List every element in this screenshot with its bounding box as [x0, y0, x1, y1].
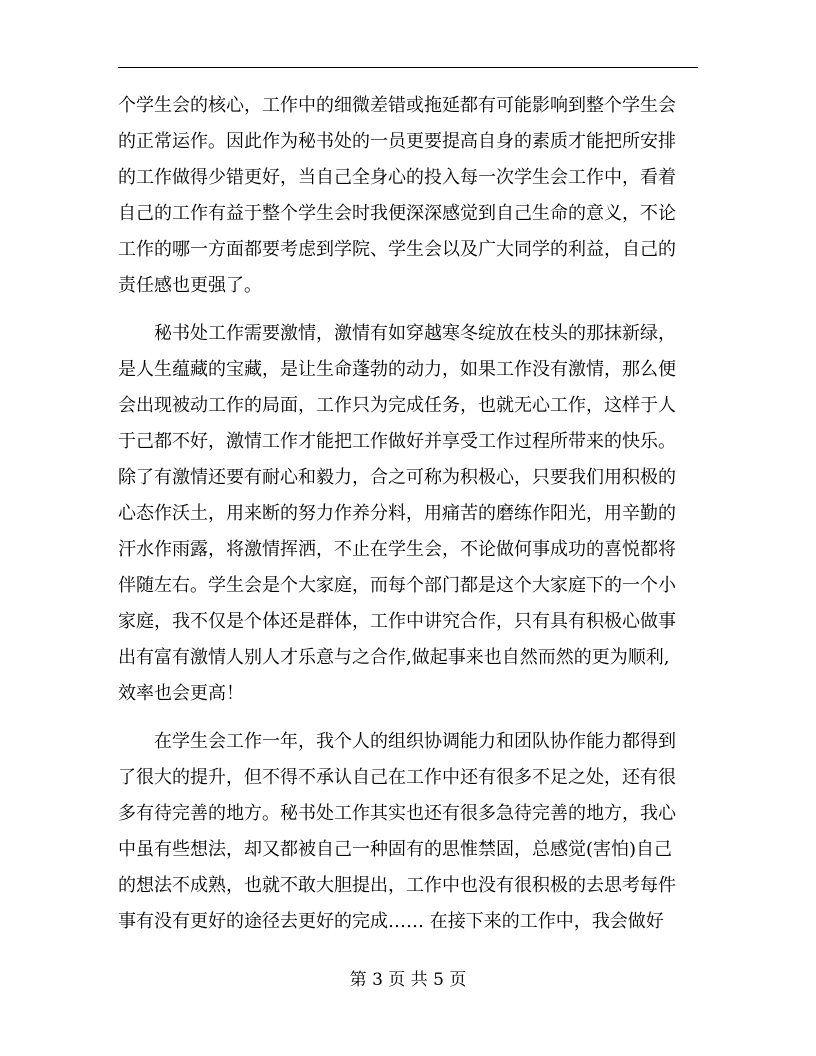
document-body	[118, 88, 698, 940]
text-line: 的工作做得少错更好，当自己全身心的投入每一次学生会工作中，看着	[118, 167, 676, 188]
text-line: 在学生会工作一年，我个人的组织协调能力和团队协作能力都得到	[154, 731, 676, 752]
text-line: 伴随左右。学生会是个大家庭，而每个部门都是这个大家庭下的一个小	[118, 575, 676, 596]
paragraph-2	[118, 316, 698, 712]
text-line: 除了有激情还要有耐心和毅力，合之可称为积极心，只要我们用积极的	[118, 467, 676, 488]
text-line: 责任感也更强了。	[118, 275, 262, 296]
text-line: 效率也会更高！	[118, 683, 244, 704]
header-rule	[118, 67, 698, 68]
text-line: 了很大的提升，但不得不承认自己在工作中还有很多不足之处，还有很	[118, 767, 676, 788]
paragraph-gap	[118, 304, 698, 316]
text-line: 工作的哪一方面都要考虑到学院、学生会以及广大同学的利益，自己的	[118, 239, 676, 260]
text-line: 于己都不好，激情工作才能把工作做好并享受工作过程所带来的快乐。	[118, 431, 676, 452]
text-line: 中虽有些想法，却又都被自己一种固有的思惟禁固，总感觉(害怕)自己	[118, 839, 673, 860]
text-line: 出有富有激情人别人才乐意与之合作,做起事来也自然而然的更为顺利,	[118, 647, 670, 668]
paragraph-gap	[118, 712, 698, 724]
text-line: 的正常运作。因此作为秘书处的一员更要提高自身的素质才能把所安排	[118, 131, 676, 152]
paragraph-3	[118, 724, 698, 940]
text-line: 秘书处工作需要激情，激情有如穿越寒冬绽放在枝头的那抹新绿，	[154, 323, 676, 344]
page-number-label: 第 3 页 共 5 页	[349, 970, 467, 990]
page-footer	[0, 968, 816, 992]
text-line: 事有没有更好的途径去更好的完成…… 在接下来的工作中，我会做好	[118, 911, 664, 932]
text-line: 的想法不成熟，也就不敢大胆提出，工作中也没有很积极的去思考每件	[118, 875, 676, 896]
text-line: 多有待完善的地方。秘书处工作其实也还有很多急待完善的地方，我心	[118, 803, 676, 824]
text-line: 个学生会的核心，工作中的细微差错或拖延都有可能影响到整个学生会	[118, 95, 676, 116]
text-line: 家庭，我不仅是个体还是群体，工作中讲究合作，只有具有积极心做事	[118, 611, 676, 632]
text-line: 是人生蕴藏的宝藏，是让生命蓬勃的动力，如果工作没有激情，那么便	[118, 359, 676, 380]
text-line: 自己的工作有益于整个学生会时我便深深感觉到自己生命的意义，不论	[118, 203, 676, 224]
paragraph-1	[118, 88, 698, 304]
text-line: 心态作沃土，用来断的努力作养分料，用痛苦的磨练作阳光，用辛勤的	[118, 503, 676, 524]
text-line: 会出现被动工作的局面，工作只为完成任务，也就无心工作，这样于人	[118, 395, 676, 416]
text-line: 汗水作雨露，将激情挥洒，不止在学生会，不论做何事成功的喜悦都将	[118, 539, 676, 560]
